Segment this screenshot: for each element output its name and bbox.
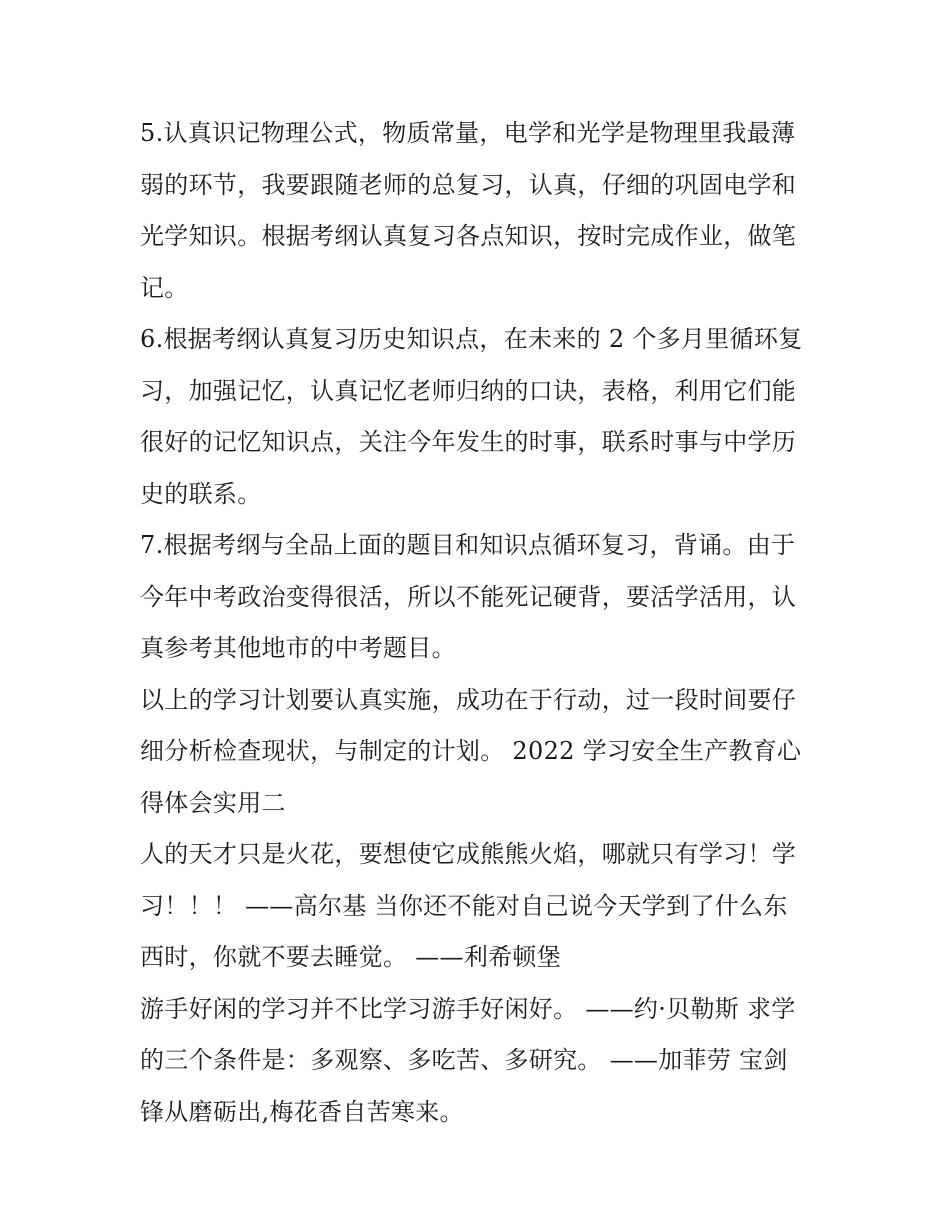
text-line: 很好的记忆知识点，关注今年发生的时事，联系时事与中学历	[140, 428, 797, 456]
text-line: 今年中考政治变得很活，所以不能死记硬背，要活学活用，认	[140, 582, 797, 611]
text-line: 习！！！ ——高尔基 当你还不能对自己说今天学到了什么东	[140, 891, 788, 920]
text-line: 人的天才只是火花，要想使它成熊熊火焰，哪就只有学习！学	[140, 840, 797, 868]
text-line: 光学知识。根据考纲认真复习各点知识，按时完成作业，做笔	[140, 222, 797, 250]
paragraph-summary	[140, 675, 820, 830]
paragraph-quotes-2	[140, 984, 820, 1139]
text-line: 锋从磨砺出,梅花香自苦寒来。	[140, 1097, 464, 1126]
paragraph-item-5	[140, 108, 820, 314]
text-line: 以上的学习计划要认真实施，成功在于行动，过一段时间要仔	[140, 685, 797, 714]
text-line: 7.根据考纲与全品上面的题目和知识点循环复习，背诵。由于	[140, 531, 796, 559]
text-line: 真参考其他地市的中考题目。	[140, 634, 456, 662]
paragraph-quotes-1	[140, 829, 820, 984]
text-line: 记。	[140, 273, 189, 302]
text-line: 习，加强记忆，认真记忆老师归纳的口诀，表格，利用它们能	[140, 376, 797, 405]
paragraph-item-7	[140, 520, 820, 675]
text-line: 弱的环节，我要跟随老师的总复习，认真，仔细的巩固电学和	[140, 170, 797, 199]
text-line: 史的联系。	[140, 479, 262, 508]
text-line: 游手好闲的学习并不比学习游手好闲好。 ——约·贝勒斯 求学	[140, 994, 796, 1023]
text-line: 得体会实用二	[140, 788, 286, 817]
text-line: 细分析检查现状，与制定的计划。 2022 学习安全生产教育心	[140, 737, 802, 765]
document-body	[140, 108, 820, 1138]
text-line: 6.根据考纲认真复习历史知识点，在未来的 2 个多月里循环复	[140, 325, 803, 353]
text-line: 西时，你就不要去睡觉。 ——利希顿堡	[140, 943, 562, 971]
text-line: 的三个条件是：多观察、多吃苦、多研究。 ——加菲劳 宝剑	[140, 1046, 788, 1074]
paragraph-item-6	[140, 314, 820, 520]
text-line: 5.认真识记物理公式，物质常量，电学和光学是物理里我最薄	[140, 119, 796, 147]
